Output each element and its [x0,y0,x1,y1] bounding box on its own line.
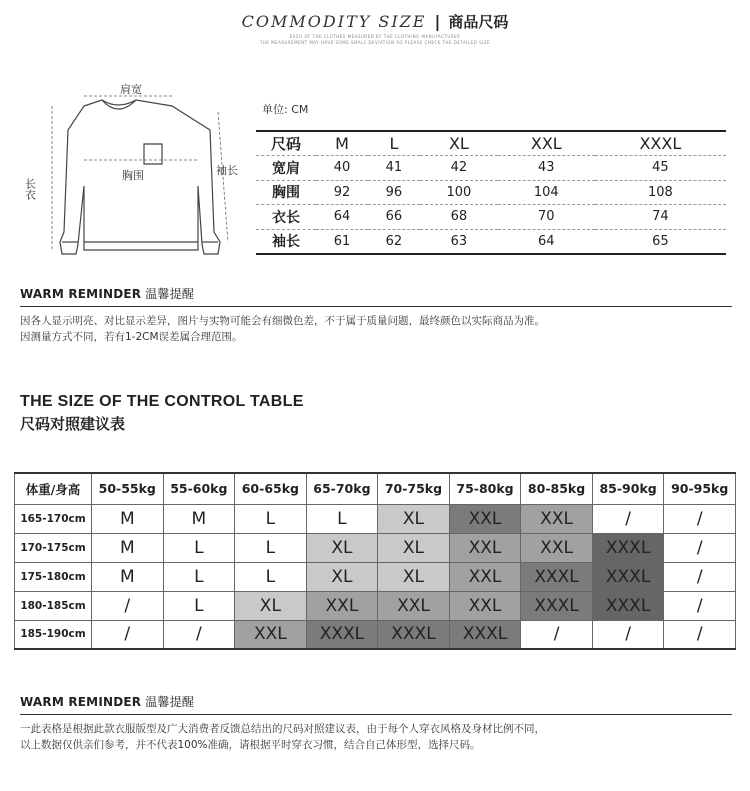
height-label: 185-190cm [15,620,92,649]
reminder-2-line-1: 一此表格是根据此款衣服版型及广大消费者反馈总结出的尺码对照建议表，由于每个人穿衣风格及身材比例不同， [20,723,545,735]
size-cell: M [92,533,164,562]
weight-header: 75-80kg [449,473,521,504]
spec-row-sleeve [256,229,726,254]
control-row [15,562,736,591]
size-cell: L [163,562,235,591]
size-cell: XXL [235,620,307,649]
weight-header: 70-75kg [378,473,450,504]
size-cell: L [235,533,307,562]
spec-cell: 74 [595,205,726,230]
size-cell: XXL [449,533,521,562]
size-cell: XXXL [306,620,378,649]
size-cell: XL [235,591,307,620]
header-title-row [0,10,750,34]
spec-row-chest [256,180,726,205]
header-title-cn: 商品尺码 [448,13,509,31]
size-cell: XXXL [592,533,664,562]
size-cell: L [235,562,307,591]
header-subline-2: THE MEASUREMENT MAY HAVE SOME SMALL DEVIATION SO PLEASE CHECK THE DETAILED SIZE [259,40,491,45]
spec-cell: 108 [595,180,726,205]
size-cell: M [163,504,235,533]
size-cell: XXXL [592,562,664,591]
reminder-1-divider [20,306,732,307]
spec-cell: XXL [498,131,595,156]
reminder-2-title-cn: 温馨提醒 [145,695,195,709]
spec-cell: 64 [498,229,595,254]
size-cell: / [521,620,593,649]
size-cell: L [306,504,378,533]
spec-cell: 43 [498,156,595,181]
spec-cell: 64 [316,205,368,230]
size-spec-table [256,130,726,255]
size-cell: XXL [306,591,378,620]
warm-reminder-1 [20,285,732,345]
weight-header: 80-85kg [521,473,593,504]
size-cell: / [664,504,736,533]
size-control-table [14,472,736,650]
spec-cell: 41 [368,156,420,181]
header-separator: | [434,12,441,31]
size-cell: L [163,533,235,562]
size-cell: / [92,620,164,649]
reminder-1-line-1: 因各人显示明亮、对比显示差异，图片与实物可能会有细微色差，不于属于质量问题，最终颜色以实际商品为准。 [20,315,545,327]
spec-cell: 104 [498,180,595,205]
spec-row-shoulder [256,156,726,181]
reminder-1-title-cn: 温馨提醒 [145,287,195,301]
reminder-2-text [20,721,732,753]
weight-header: 85-90kg [592,473,664,504]
control-row [15,504,736,533]
size-cell: / [592,504,664,533]
size-cell: XXL [449,591,521,620]
control-row [15,533,736,562]
height-label: 165-170cm [15,504,92,533]
size-cell: / [664,620,736,649]
reminder-1-heading [20,285,732,302]
spec-cell: 42 [420,156,498,181]
size-cell: XXXL [378,620,450,649]
spec-cell: XXXL [595,131,726,156]
reminder-2-divider [20,714,732,715]
size-cell: XXL [521,533,593,562]
size-cell: L [235,504,307,533]
spec-cell: 65 [595,229,726,254]
size-cell: M [92,562,164,591]
sleeve-measure-line [218,112,228,242]
size-cell: / [664,562,736,591]
spec-cell: 40 [316,156,368,181]
height-label: 170-175cm [15,533,92,562]
weight-header: 65-70kg [306,473,378,504]
weight-header: 90-95kg [664,473,736,504]
spec-row-label: 袖长 [256,229,316,254]
size-cell: XXL [449,504,521,533]
page-header [0,10,750,46]
spec-cell: 96 [368,180,420,205]
spec-cell: L [368,131,420,156]
control-row [15,620,736,649]
unit-label: 单位: CM [262,103,309,116]
label-length: 长衣 [23,178,37,200]
control-table-title [20,393,304,434]
reminder-1-line-2: 因测量方式不同，若有1-2CM误差属合理范围。 [20,331,243,343]
reminder-2-heading [20,693,732,710]
size-cell: XL [306,562,378,591]
reminder-1-text [20,313,732,345]
weight-header: 55-60kg [163,473,235,504]
size-cell: XL [306,533,378,562]
size-cell: XL [378,504,450,533]
shirt-measurement-diagram [22,82,252,267]
size-cell: M [92,504,164,533]
spec-cell: 66 [368,205,420,230]
spec-cell: 62 [368,229,420,254]
size-cell: XXL [449,562,521,591]
size-cell: L [163,591,235,620]
size-cell: XXL [378,591,450,620]
spec-row-label: 宽肩 [256,156,316,181]
spec-row-length [256,205,726,230]
size-cell: XXXL [521,562,593,591]
label-sleeve: 袖长 [216,164,238,177]
spec-cell: 61 [316,229,368,254]
spec-cell: 100 [420,180,498,205]
weight-header: 50-55kg [92,473,164,504]
control-header-row [15,473,736,504]
control-title-en: THE SIZE OF THE CONTROL TABLE [20,393,304,410]
spec-cell: 68 [420,205,498,230]
shirt-pocket [144,144,162,164]
spec-cell: 45 [595,156,726,181]
size-cell: XL [378,533,450,562]
size-cell: / [92,591,164,620]
warm-reminder-2 [20,693,732,753]
size-cell: / [163,620,235,649]
reminder-1-title-en: WARM REMINDER [20,287,142,301]
size-cell: XL [378,562,450,591]
height-label: 175-180cm [15,562,92,591]
spec-cell: 92 [316,180,368,205]
header-subline-1: EACH OF THE CLOTHES MEASURED BY THE CLOTHING MANUFACTURER [289,34,461,39]
height-label: 180-185cm [15,591,92,620]
control-row [15,591,736,620]
control-corner-cell: 体重/身高 [15,473,92,504]
spec-row-label: 胸围 [256,180,316,205]
label-chest: 胸围 [122,169,144,182]
spec-cell: 63 [420,229,498,254]
size-cell: XXXL [449,620,521,649]
spec-cell: 70 [498,205,595,230]
size-cell: / [592,620,664,649]
label-shoulder: 肩宽 [120,83,142,96]
size-cell: / [664,591,736,620]
weight-header: 60-65kg [235,473,307,504]
control-title-cn: 尺码对照建议表 [20,415,126,433]
spec-row-label: 衣长 [256,205,316,230]
size-cell: / [664,533,736,562]
reminder-2-line-2: 以上数据仅供亲们参考，并不代表100%准确，请根据平时穿衣习惯，结合自己体形型，选择尺码。 [20,739,481,751]
size-cell: XXXL [521,591,593,620]
spec-cell: M [316,131,368,156]
header-title-en: COMMODITY SIZE [241,12,427,31]
size-cell: XXXL [592,591,664,620]
spec-row-size [256,131,726,156]
size-cell: XXL [521,504,593,533]
reminder-2-title-en: WARM REMINDER [20,695,142,709]
spec-row-label: 尺码 [256,131,316,156]
spec-cell: XL [420,131,498,156]
